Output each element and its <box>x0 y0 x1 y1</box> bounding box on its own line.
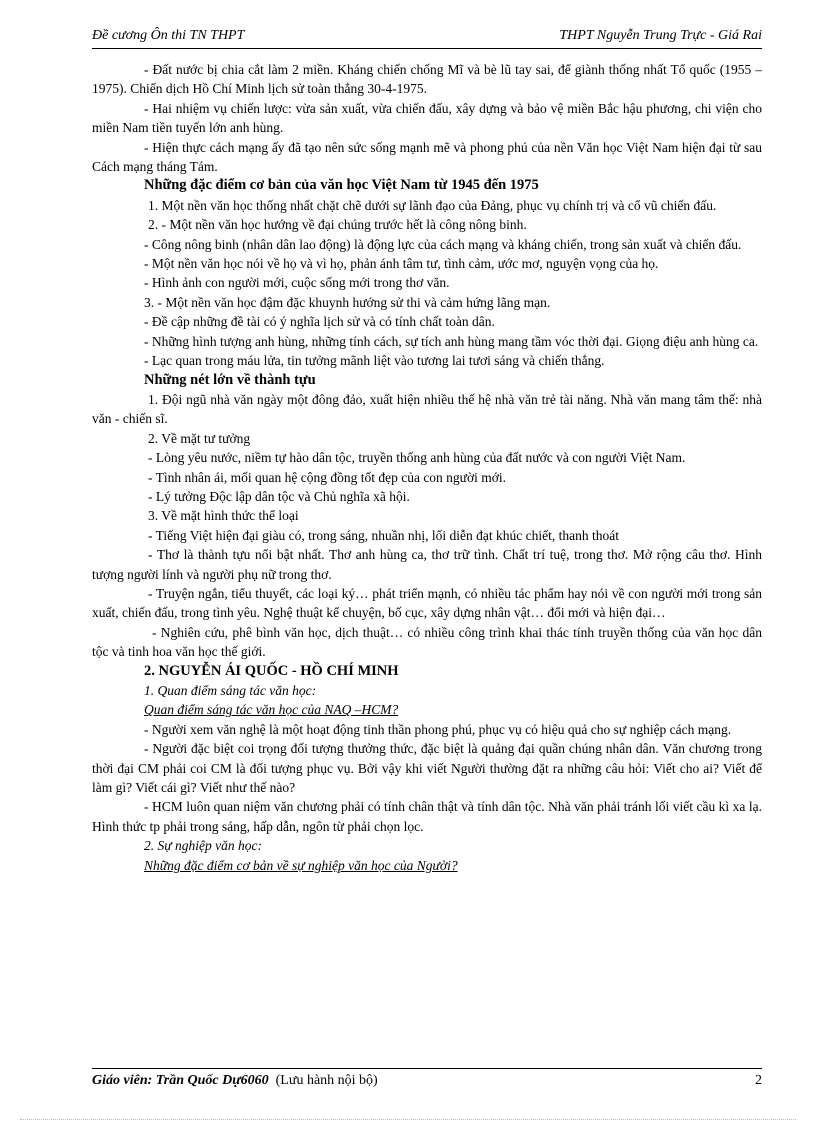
section-heading: 2. NGUYỄN ÁI QUỐC - HỒ CHÍ MINH <box>144 662 399 679</box>
footer-note: (Lưu hành nội bộ) <box>275 1073 378 1088</box>
paragraph: - Lạc quan trong máu lửa, tin tưởng mãnh liệt vào tương lai tươi sáng và chiến thắng. <box>144 353 605 369</box>
header-right: THPT Nguyễn Trung Trực - Giá Rai <box>559 28 762 43</box>
paragraph: - Người xem văn nghệ là một hoạt động tinh thần phong phú, phục vụ có hiệu quả cho sự nghiệp cách mạng. <box>144 721 732 737</box>
page-edge-divider <box>20 1119 796 1120</box>
paragraph: - Lòng yêu nước, niềm tự hào dân tộc, truyền thống anh hùng của đất nước và con người Việt Nam. <box>148 450 686 466</box>
page-header <box>92 28 762 49</box>
paragraph: - Một nền văn học nói về họ và vì họ, phản ánh tâm tư, tình cảm, ước mơ, nguyện vọng của họ. <box>144 256 659 272</box>
paragraph: - Hai nhiệm vụ chiến lược: vừa sản xuất, vừa chiến đấu, xây dựng và bảo vệ miền Bắc hậu phương, chi viện cho miền Nam tiền tuyến lớn anh hùng. <box>92 100 762 136</box>
paragraph: - Công nông binh (nhân dân lao động) là động lực của cách mạng và kháng chiến, trong sản xuất và chiến đấu. <box>144 236 742 252</box>
document-body <box>92 60 762 875</box>
paragraph: - Nghiên cứu, phê bình văn học, dịch thuật… có nhiều công trình khai thác tính truyền thống của văn học dân tộc và tinh hoa văn học thế giới. <box>92 624 762 660</box>
paragraph: - Tình nhân ái, mối quan hệ cộng đồng tốt đẹp của con người mới. <box>148 469 507 485</box>
paragraph: - Tiếng Việt hiện đại giàu có, trong sáng, nhuần nhị, lối diễn đạt khúc chiết, thanh thoát <box>148 527 619 543</box>
paragraph: 2. Về mặt tư tưởng <box>148 430 251 446</box>
paragraph: - Người đặc biệt coi trọng đối tượng thưởng thức, đặc biệt là quảng đại quần chúng nhân dân. Văn chương trong thời đại CM phải coi CM là đối tượng phục vụ. Bởi vậy khi viết Người thường đặt ra những câu hỏi: Viết cho ai? Viết để làm gì? Viết cái gì? Viết như thế nào? <box>92 741 762 796</box>
paragraph: - HCM luôn quan niệm văn chương phải có tính chân thật và tính dân tộc. Nhà văn phải tránh lối viết cầu kì xa lạ. Hình thức tp phải trong sáng, hấp dẫn, ngôn từ phải chọn lọc. <box>92 799 762 834</box>
paragraph: 1. Đội ngũ nhà văn ngày một đông đảo, xuất hiện nhiều thế hệ nhà văn trẻ tài năng. Nhà văn mang tâm thế: nhà văn - chiến sĩ. <box>92 391 762 427</box>
question-heading: Những đặc điểm cơ bản về sự nghiệp văn học của Người? <box>144 857 458 873</box>
paragraph: - Lý tưởng Độc lập dân tộc và Chủ nghĩa xã hội. <box>148 488 410 504</box>
question-heading: Quan điểm sáng tác văn học của NAQ –HCM? <box>144 702 399 718</box>
page-number: 2 <box>755 1073 762 1088</box>
paragraph: - Những hình tượng anh hùng, những tính cách, sự tích anh hùng mang tầm vóc thời đại. Giọng điệu anh hùng ca. <box>144 333 759 349</box>
paragraph: - Đất nước bị chia cắt làm 2 miền. Kháng chiến chống Mĩ và bè lũ tay sai, để giành thống nhất Tổ quốc (1955 – 1975). Chiến dịch Hồ Chí Minh lịch sử toàn thắng 30-4-1975. <box>92 62 762 97</box>
paragraph: 2. - Một nền văn học hướng về đại chúng trước hết là công nông binh. <box>148 217 527 233</box>
paragraph: - Đề cập những đề tài có ý nghĩa lịch sử và có tính chất toàn dân. <box>144 314 495 330</box>
paragraph: - Truyện ngắn, tiểu thuyết, các loại ký… phát triển mạnh, có nhiều tác phẩm hay nói về con người mới trong sản xuất, chiến đấu, trong tình yêu. Nghệ thuật kể chuyện, bố cục, xây dựng nhân vật… đổi mới và hiện đại… <box>92 585 762 621</box>
page-footer <box>92 1068 762 1093</box>
paragraph: 1. Một nền văn học thống nhất chặt chẽ dưới sự lãnh đạo của Đảng, phục vụ chính trị và cổ vũ chiến đấu. <box>148 197 717 213</box>
subheading: 2. Sự nghiệp văn học: <box>144 838 262 854</box>
teacher-name: Giáo viên: Trần Quốc Dự6060 <box>92 1073 269 1088</box>
section-heading: Những nét lớn về thành tựu <box>144 371 316 388</box>
subheading: 1. Quan điểm sáng tác văn học: <box>144 683 317 698</box>
section-heading: Những đặc điểm cơ bản của văn học Việt Nam từ 1945 đến 1975 <box>144 177 539 194</box>
paragraph: - Hiện thực cách mạng ấy đã tạo nên sức sống mạnh mẽ và phong phú của nền Văn học Việt Nam hiện đại từ sau Cách mạng tháng Tám. <box>92 139 762 175</box>
paragraph: 3. Về mặt hình thức thể loại <box>148 508 299 524</box>
footer-left <box>92 1073 378 1089</box>
header-left: Đề cương Ôn thi TN THPT <box>92 28 245 43</box>
paragraph: 3. - Một nền văn học đậm đặc khuynh hướng sử thi và cảm hứng lãng mạn. <box>144 294 551 310</box>
paragraph: - Thơ là thành tựu nổi bật nhất. Thơ anh hùng ca, thơ trữ tình. Chất trí tuệ, trong thơ. Mở rộng câu thơ. Hình tượng người lính và người phụ nữ trong thơ. <box>92 547 762 582</box>
paragraph: - Hình ảnh con người mới, cuộc sống mới trong thơ văn. <box>144 275 450 291</box>
